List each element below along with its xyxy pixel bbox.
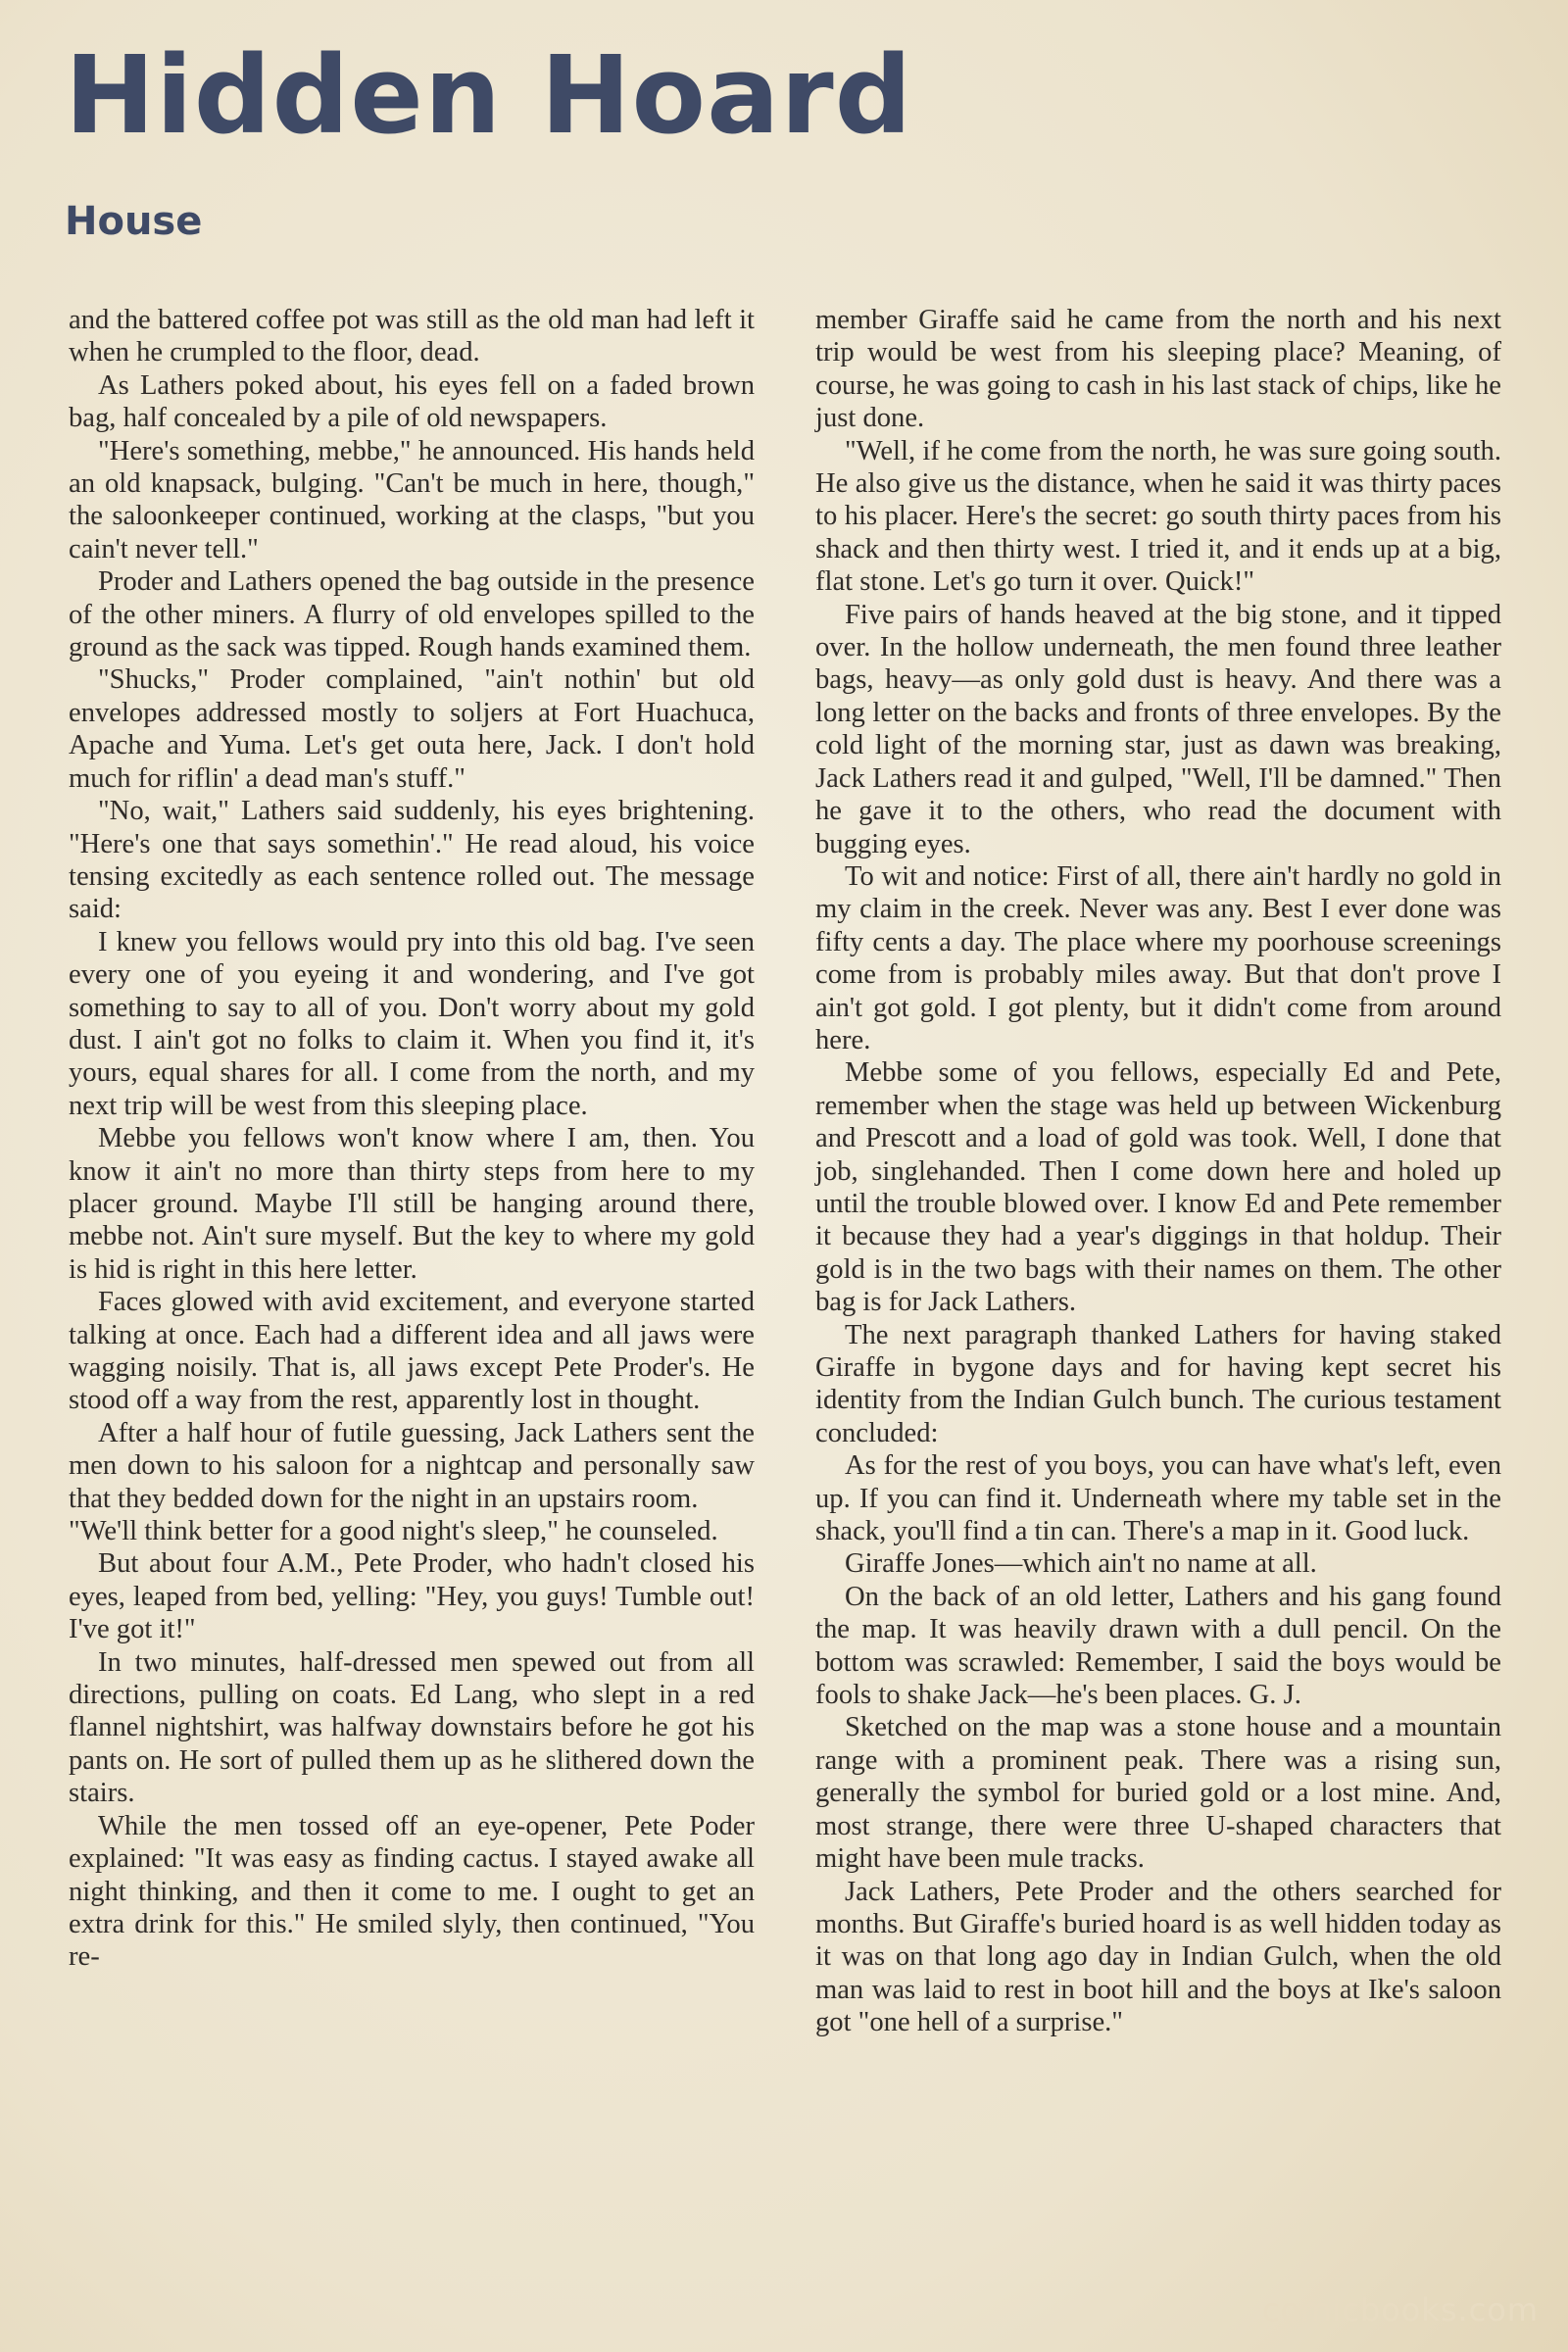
text-column-left [69, 304, 755, 1974]
paragraph: Mebbe you fellows won't know where I am, then. You know it ain't no more than thirty steps from here to my placer ground. Maybe I'll still be hanging around there, mebbe not. Ain't sure myself. But the key to where my gold is hid is right in this here letter. [69, 1123, 755, 1285]
paragraph: "No, wait," Lathers said suddenly, his eyes brightening. "Here's one that says somethin'." He read aloud, his voice tensing excitedly as each sentence rolled out. The message said: [69, 796, 755, 925]
paragraph: Jack Lathers, Pete Proder and the others searched for months. But Giraffe's buried hoard is as well hidden today as it was on that long ago day in Indian Gulch, when the old man was laid to rest in boot hill and the boys at Ike's saloon got "one hell of a surprise." [815, 1876, 1501, 2038]
paragraph: "We'll think better for a good night's sleep," he counseled. [69, 1516, 718, 1547]
story-title: Hidden Hoard [65, 32, 913, 158]
paragraph: Giraffe Jones—which ain't no name at all. [845, 1548, 1317, 1580]
paragraph: Mebbe some of you fellows, especially Ed and Pete, remember when the stage was held up between Wickenburg and Prescott and a load of gold was took. Well, I done that job, singlehanded. Then I come down here and holed up until the trouble blowed over. I know Ed and Pete remember it because they had a year's diggings in that holdup. Their gold is in the two bags with their names on them. The other bag is for Jack Lathers. [815, 1057, 1501, 1318]
paragraph: On the back of an old letter, Lathers and his gang found the map. It was heavily drawn with a dull pencil. On the bottom was scrawled: Remember, I said the boys would be fools to shake Jack—he's been places. G. J. [815, 1581, 1501, 1711]
paragraph: As for the rest of you boys, you can have what's left, even up. If you can find it. Underneath where my table set in the shack, you'll find a tin can. There's a map in it. Good luck. [815, 1450, 1501, 1547]
watermark: comicbooks.com [1261, 2291, 1539, 2328]
paragraph: Five pairs of hands heaved at the big stone, and it tipped over. In the hollow underneath, the men found three leather bags, heavy—as only gold dust is heavy. And there was a long letter on the backs and fronts of three envelopes. By the cold light of the morning star, just as dawn was breaking, Jack Lathers read it and gulped, "Well, I'll be damned." Then he gave it to the others, who read the document with bugging eyes. [815, 599, 1501, 859]
paragraph: The next paragraph thanked Lathers for having staked Giraffe in bygone days and for having kept secret his identity from the Indian Gulch bunch. The curious testament concluded: [815, 1319, 1501, 1448]
paragraph: To wit and notice: First of all, there ain't hardly no gold in my claim in the creek. Never was any. Best I ever done was fifty cents a day. The place where my poorhouse screenings come from is probably miles away. But that don't prove I ain't got gold. I got plenty, but it didn't come from around here. [815, 860, 1501, 1055]
paragraph: "Shucks," Proder complained, "ain't nothin' but old envelopes addressed mostly to soljers at Fort Huachuca, Apache and Yuma. Let's get outa here, Jack. I don't hold much for riflin' a dead man's stuff." [69, 664, 755, 794]
text-column-right [815, 304, 1501, 2039]
paragraph: "Here's something, mebbe," he announced. His hands held an old knapsack, bulging. "Can't be much in here, though," the saloonkeeper continued, working at the clasps, "but you cain't never tell." [69, 435, 755, 564]
paragraph: "Well, if he come from the north, he was sure going south. He also give us the distance, when he said it was thirty paces to his placer. Here's the secret: go south thirty paces from his shack and then thirty west. I tried it, and it ends up at a big, flat stone. Let's go turn it over. Quick!" [815, 435, 1501, 598]
story-subtitle: House [65, 199, 203, 244]
paragraph: Proder and Lathers opened the bag outside in the presence of the other miners. A flurry of old envelopes spilled to the ground as the sack was tipped. Rough hands examined them. [69, 566, 755, 663]
paragraph: I knew you fellows would pry into this old bag. I've seen every one of you eyeing it and wondering, and I've got something to say to all of you. Don't worry about my gold dust. I ain't got no folks to claim it. When you find it, it's yours, equal shares for all. I come from the north, and my next trip will be west from this sleeping place. [69, 926, 755, 1121]
paragraph: Sketched on the map was a stone house and a mountain range with a prominent peak. There was a rising sun, generally the symbol for buried gold or a lost mine. And, most strange, there were three U-shaped characters that might have been mule tracks. [815, 1712, 1501, 1875]
paragraph: While the men tossed off an eye-opener, Pete Poder explained: "It was easy as finding cactus. I stayed awake all night thinking, and then it come to me. I ought to get an extra drink for this." He smiled slyly, then continued, "You re- [69, 1810, 755, 1973]
paragraph: After a half hour of futile guessing, Jack Lathers sent the men down to his saloon for a nightcap and personally saw that they bedded down for the night in an upstairs room. [69, 1417, 755, 1514]
paragraph: As Lathers poked about, his eyes fell on a faded brown bag, half concealed by a pile of old newspapers. [69, 369, 755, 434]
paragraph: Faces glowed with avid excitement, and everyone started talking at once. Each had a different idea and all jaws were wagging noisily. That is, all jaws except Pete Proder's. He stood off a way from the rest, apparently lost in thought. [69, 1287, 755, 1416]
paragraph: In two minutes, half-dressed men spewed out from all directions, pulling on coats. Ed Lang, who slept in a red flannel nightshirt, was halfway downstairs before he got his pants on. He sort of pulled them up as he slithered down the stairs. [69, 1646, 755, 1809]
paragraph: and the battered coffee pot was still as the old man had left it when he crumpled to the floor, dead. [69, 305, 755, 368]
paragraph: member Giraffe said he came from the north and his next trip would be west from his sleeping place? Meaning, of course, he was going to cash in his last stack of chips, like he just done. [815, 305, 1501, 434]
paragraph: But about four A.M., Pete Proder, who hadn't closed his eyes, leaped from bed, yelling: "Hey, you guys! Tumble out! I've got it!" [69, 1548, 755, 1645]
